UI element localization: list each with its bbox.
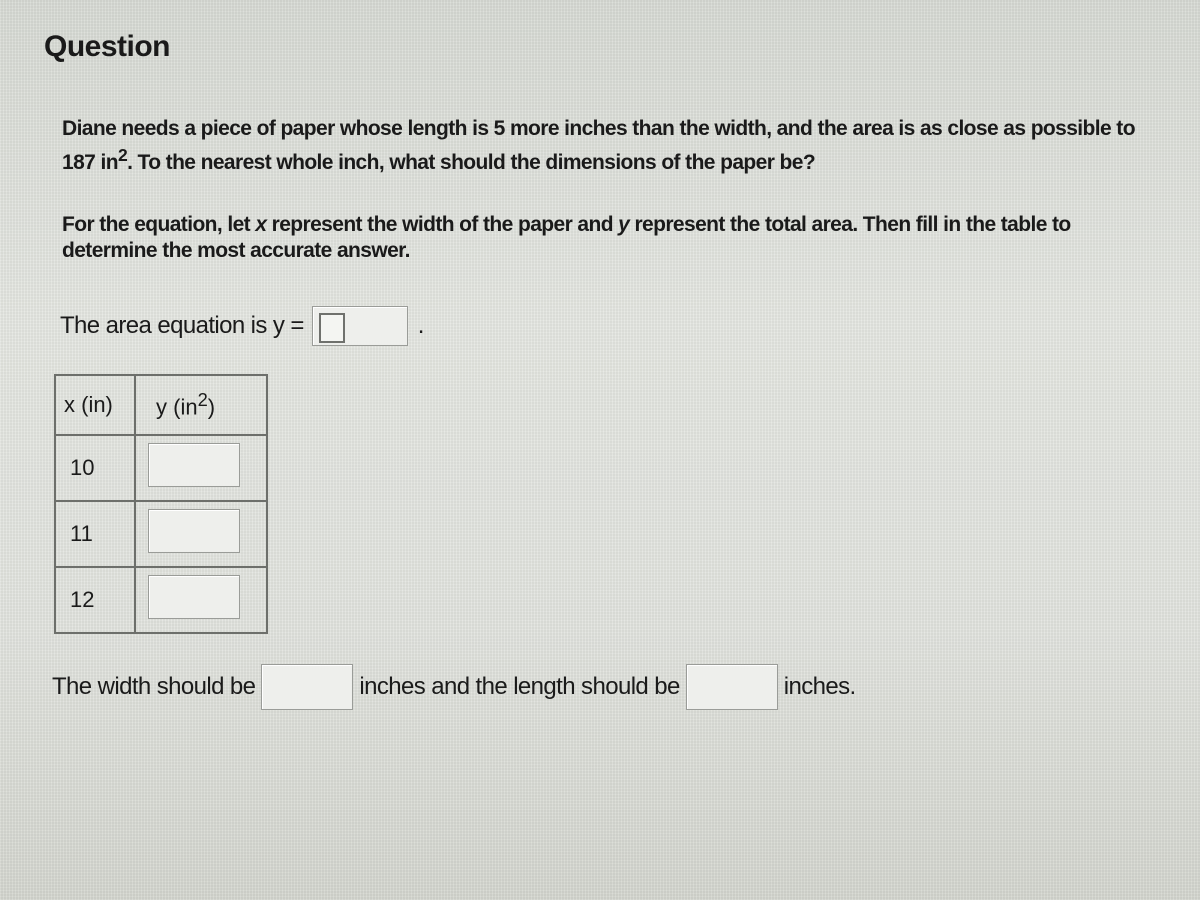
instructions-var-y: y [618, 213, 630, 236]
table-row [55, 435, 267, 501]
table-row [55, 501, 267, 567]
values-table [54, 374, 268, 634]
instructions-var-x: x [255, 213, 267, 236]
instructions-text [62, 212, 1162, 264]
instructions-part3: represent the total area. Then fill in the table to determine the most accurate answer. [62, 213, 1071, 262]
table-cell-y [135, 435, 267, 501]
area-equation-period: . [417, 312, 424, 339]
answer-text-length: inches and the length should be [359, 673, 680, 700]
table-cell-y [135, 567, 267, 633]
answer-text-width: The width should be [52, 673, 256, 700]
answer-text-end: inches. [783, 673, 856, 700]
table-header-x: x (in) [55, 375, 135, 435]
table-header-y-exponent: 2 [197, 389, 208, 411]
problem-text-part2: . To the nearest whole inch, what should the dimensions of the paper be? [127, 151, 816, 174]
table-header-y-base: y (in [156, 394, 198, 420]
table-header-y-close: ) [207, 394, 216, 420]
area-input-row-1[interactable] [148, 443, 240, 487]
area-equation-input[interactable] [312, 306, 408, 346]
table-cell-x: 12 [55, 567, 135, 633]
area-equation-row [60, 306, 424, 346]
length-input[interactable] [686, 664, 778, 710]
table-header-y [135, 375, 267, 435]
area-input-row-3[interactable] [148, 575, 240, 619]
instructions-part1: For the equation, let [62, 213, 256, 236]
table-cell-y [135, 501, 267, 567]
table-row [55, 567, 267, 633]
question-heading: Question [44, 30, 171, 63]
area-equation-label: The area equation is y = [60, 312, 304, 339]
answer-sentence [52, 664, 856, 710]
width-input[interactable] [261, 664, 353, 710]
area-input-row-2[interactable] [148, 509, 240, 553]
problem-text-part1: Diane needs a piece of paper whose length is 5 more inches than the width, and the area is as close as possible to 187 in [62, 117, 1135, 174]
table-cell-x: 10 [55, 435, 135, 501]
table-header-row [55, 375, 267, 435]
table-cell-x: 11 [55, 501, 135, 567]
problem-text [62, 116, 1162, 176]
instructions-part2: represent the width of the paper and [266, 213, 619, 236]
problem-text-exponent: 2 [117, 145, 128, 165]
